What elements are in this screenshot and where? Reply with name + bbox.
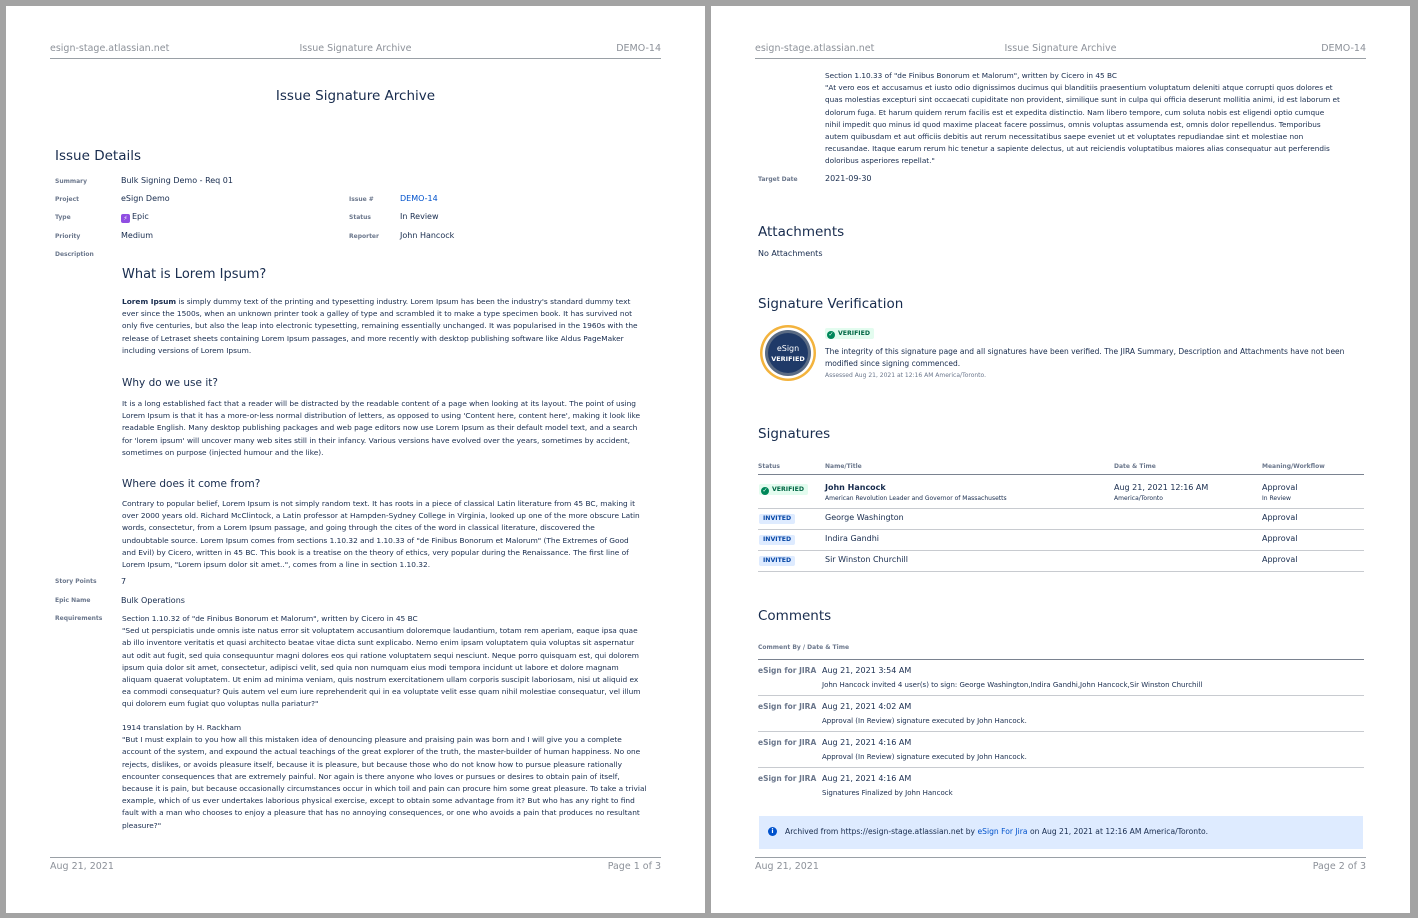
header-site: esign-stage.atlassian.net	[50, 43, 170, 54]
comment-date: Aug 21, 2021 3:54 AM	[822, 666, 912, 675]
footer-page-number: Page 1 of 3	[607, 861, 661, 872]
signature-status-badge: INVITED	[759, 556, 795, 566]
row-divider	[758, 731, 1364, 732]
page-header	[50, 43, 661, 59]
issue-link[interactable]: DEMO-14	[400, 194, 438, 203]
field-label-summary: Summary	[55, 178, 88, 185]
text-line: ipsum quia dolor sit amet, consectetur, adipisci velit, sed quia non numquam eius modi tempora incidunt ut labore et dolore magnam	[122, 662, 619, 672]
requirements-block-2	[122, 722, 662, 832]
comments-header-divider	[758, 659, 1364, 660]
signature-meaning: Approval	[1262, 534, 1298, 543]
text-line: 1914 translation by H. Rackham	[122, 723, 242, 732]
field-value-project: eSign Demo	[121, 194, 170, 203]
text-line: It is a long established fact that a reader will be distracted by the readable content of a page when looking at its layout. The point of using	[122, 399, 636, 408]
field-label-reporter: Reporter	[349, 233, 379, 240]
signature-status-badge: INVITED	[759, 535, 795, 545]
text-line: sometimes on purpose (injected humour and the like).	[122, 447, 324, 457]
esign-verified-seal-icon	[759, 324, 817, 382]
field-value-target-date: 2021-09-30	[825, 174, 872, 183]
page-footer	[50, 857, 661, 872]
signature-meaning: Approval	[1262, 513, 1298, 522]
text-line: "Sed ut perspiciatis unde omnis iste natus error sit voluptatem accusantium doloremque laudantium, totam rem aperiam, eaque ipsa quae	[122, 626, 638, 636]
page-header	[755, 43, 1366, 59]
description-paragraph-2	[122, 398, 662, 459]
document-page-2	[711, 6, 1410, 913]
text-line: ea commodi consequatur? Quis autem vel eum iure reprehenderit qui in ea voluptate velit esse quam nihil molestiae consequatur, vel illum	[122, 687, 641, 697]
row-divider	[758, 550, 1364, 551]
comment-date: Aug 21, 2021 4:16 AM	[822, 738, 912, 747]
signature-date: Aug 21, 2021 12:16 AM	[1114, 483, 1209, 492]
signature-status-badge: INVITED	[759, 514, 795, 524]
text-line: including versions of Lorem Ipsum.	[122, 345, 252, 355]
row-divider	[758, 695, 1364, 696]
text-line: recusandae. Itaque earum rerum hic tenetur a sapiente delectus, ut aut reiciendis voluptatibus maiores alias consequatur aut perferendis	[825, 144, 1330, 154]
text-line: aut odit aut fugit, sed quia consequuntur magni dolores eos qui ratione voluptatem sequi nesciunt. Neque porro quisquam est, qui dolorem	[122, 650, 639, 660]
header-issue-key: DEMO-14	[616, 43, 661, 54]
text-line: nihil impedit quo minus id quod maxime placeat facere possimus, omnis voluptas assumenda est, omnis dolor repellendus. Temporibus	[825, 119, 1321, 129]
field-label-story-points: Story Points	[55, 578, 97, 585]
field-label-project: Project	[55, 196, 80, 203]
section-title-attachments: Attachments	[758, 224, 845, 240]
col-header-status: Status	[758, 463, 780, 470]
text-line: doloribus asperiores repellat."	[825, 156, 935, 166]
section-title-signatures: Signatures	[758, 426, 831, 442]
text-line: "At vero eos et accusamus et iusto odio dignissimos ducimus qui blanditiis praesentium voluptatum deleniti atque corrupti quos dolores et	[825, 83, 1333, 93]
seal-text-verified: VERIFIED	[771, 355, 805, 363]
badge-text: VERIFIED	[838, 330, 870, 337]
text-line: Lorem Ipsum, "Lorem ipsum dolor sit amet..", comes from a line in section 1.10.32.	[122, 560, 431, 570]
section-title-signature-verification: Signature Verification	[758, 296, 904, 312]
text-line: over 2000 years old. Richard McClintock, a Latin professor at Hampden-Sydney College in Virginia, looked up one of the more obscure Latin	[122, 511, 640, 521]
signature-workflow: In Review	[1262, 495, 1291, 502]
verification-status-badge	[825, 328, 874, 339]
text-line: dolorum fuga. Et harum quidem rerum facilis est et expedita distinctio. Nam libero tempore, cum soluta nobis est eligendi optio cumque	[825, 107, 1325, 117]
attachments-empty-text: No Attachments	[758, 249, 823, 258]
text-line: Section 1.10.32 of "de Finibus Bonorum et Malorum", written by Cicero in 45 BC	[122, 614, 418, 623]
header-issue-key: DEMO-14	[1321, 43, 1366, 54]
page-footer	[755, 857, 1366, 872]
document-title: Issue Signature Archive	[275, 88, 436, 104]
field-value-status: In Review	[400, 212, 439, 221]
description-paragraph-3	[122, 498, 662, 571]
epic-icon: ⚡	[121, 214, 130, 223]
field-label-priority: Priority	[55, 233, 81, 240]
bold-term: Lorem Ipsum	[122, 297, 177, 306]
signature-status-badge	[759, 484, 808, 495]
text-line: aliquam quaerat voluptatem. Ut enim ad minima veniam, quis nostrum exercitationem ullam corporis suscipit laboriosam, nisi ut aliquid ex	[122, 675, 639, 685]
text-line: ab illo inventore veritatis et quasi architecto beatae vitae dicta sunt explicabo. Nemo enim ipsam voluptatem quia voluptas sit aspernatur	[122, 638, 635, 648]
row-divider	[758, 529, 1364, 530]
text-line: fault with a man who chooses to enjoy a pleasure that has no annoying consequences, or one who avoids a pain that produces no resultant	[122, 808, 640, 818]
archive-info-banner	[759, 816, 1363, 849]
field-value-type	[121, 212, 149, 223]
field-label-requirements: Requirements	[55, 615, 103, 622]
field-label-type: Type	[55, 214, 71, 221]
field-value-summary: Bulk Signing Demo - Req 01	[121, 176, 233, 185]
header-site: esign-stage.atlassian.net	[755, 43, 875, 54]
badge-text: VERIFIED	[772, 486, 804, 493]
text-line: rejects, dislikes, or avoids pleasure itself, because it is pleasure, but because those who do not know how to pursue pleasure rationally	[122, 759, 623, 769]
comment-author: eSign for JIRA	[758, 666, 817, 675]
verification-assessed-time: Assessed Aug 21, 2021 at 12:16 AM America/Toronto.	[825, 372, 987, 379]
text-line: is simply dummy text of the printing and typesetting industry. Lorem Ipsum has been the industry's standard dummy text	[176, 297, 631, 306]
field-label-description: Description	[55, 251, 94, 258]
requirements-continued	[825, 70, 1370, 168]
section-title-comments: Comments	[758, 608, 832, 624]
signer-name: John Hancock	[825, 483, 886, 492]
field-label-status: Status	[349, 214, 371, 221]
footer-page-number: Page 2 of 3	[1312, 861, 1366, 872]
text-line: autem quibusdam et aut officiis debitis aut rerum necessitatibus saepe eveniet ut et voluptates repudiandae sint et molestiae non	[825, 132, 1304, 142]
section-title-issue-details: Issue Details	[55, 148, 142, 164]
col-header-date: Date & Time	[1114, 463, 1156, 470]
comment-author: eSign for JIRA	[758, 738, 817, 747]
type-text: Epic	[132, 212, 149, 221]
comment-date: Aug 21, 2021 4:16 AM	[822, 774, 912, 783]
signature-meaning: Approval	[1262, 555, 1298, 564]
info-icon: i	[768, 827, 777, 836]
text-line: words, consectetur, from a Lorem Ipsum passage, and going through the cites of the word in classical literature, discovered the	[122, 523, 595, 533]
verification-message	[825, 346, 1370, 369]
text-line: The integrity of this signature page and all signatures have been verified. The JIRA Summary, Description and Attachments have not been	[825, 347, 1345, 356]
text-line: account of the system, and expound the actual teachings of the great explorer of the truth, the master-builder of human happiness. No one	[122, 747, 641, 757]
requirements-block-1	[122, 613, 662, 711]
comment-text: Approval (In Review) signature executed by John Hancock.	[822, 717, 1027, 725]
description-paragraph-1	[122, 296, 662, 357]
field-label-target-date: Target Date	[758, 176, 798, 183]
field-label-issue: Issue #	[349, 196, 374, 203]
text-line: ever since the 1500s, when an unknown printer took a galley of type and scrambled it to make a type specimen book. It has survived not	[122, 309, 633, 319]
text-line: pleasure?"	[122, 820, 162, 830]
header-title: Issue Signature Archive	[299, 43, 412, 54]
signature-meaning: Approval	[1262, 483, 1298, 492]
comment-date: Aug 21, 2021 4:02 AM	[822, 702, 912, 711]
signature-timezone: America/Toronto	[1114, 495, 1163, 502]
row-divider	[758, 508, 1364, 509]
signer-name: George Washington	[825, 513, 904, 522]
text-line: Section 1.10.33 of "de Finibus Bonorum et Malorum", written by Cicero in 45 BC	[825, 71, 1117, 80]
field-value-priority: Medium	[121, 231, 153, 240]
comment-text: Signatures Finalized by John Hancock	[822, 789, 953, 797]
text-line: release of Letraset sheets containing Lorem Ipsum passages, and more recently with desktop publishing software like Aldus PageMaker	[122, 333, 624, 343]
text-line: because it is pain, but because occasionally circumstances occur in which toil and pain can procure him some great pleasure. To take a trivial	[122, 784, 647, 794]
text-line: for 'lorem ipsum' will uncover many web sites still in their infancy. Various versions have evolved over the years, sometimes by accident,	[122, 435, 630, 445]
text-line: example, which of us ever undertakes laborious physical exercise, except to obtain some advantage from it? But who has any right to find	[122, 796, 635, 806]
row-divider	[758, 571, 1364, 572]
description-heading-2: Why do we use it?	[122, 377, 218, 389]
signer-name: Sir Winston Churchill	[825, 555, 908, 564]
field-label-epic-name: Epic Name	[55, 597, 91, 604]
col-header-name: Name/Title	[825, 463, 862, 470]
check-circle-icon: ✓	[828, 331, 834, 338]
footer-date: Aug 21, 2021	[50, 861, 114, 872]
text-line: quas molestias excepturi sint occaecati cupiditate non provident, similique sunt in culpa qui officia deserunt mollitia animi, id est laborum et	[825, 95, 1340, 105]
text-line: and Evil) by Cicero, written in 45 BC. This book is a treatise on the theory of ethics, very popular during the Renaissance. The first line of	[122, 547, 629, 557]
seal-text-esign: eSign	[776, 344, 800, 353]
archive-note-suffix: on Aug 21, 2021 at 12:16 AM America/Toronto.	[1027, 827, 1208, 836]
description-heading-3: Where does it come from?	[122, 478, 261, 490]
text-line: modified since signing commenced.	[825, 358, 961, 368]
text-line: undoubtable source. Lorem Ipsum comes from sections 1.10.32 and 1.10.33 of "de Finibus Bonorum et Malorum" (The Extremes of Good	[122, 535, 629, 545]
table-header-divider	[758, 474, 1364, 475]
comment-text: John Hancock invited 4 user(s) to sign: George Washington,Indira Gandhi,John Hancock,Sir Winston Churchill	[822, 681, 1203, 689]
text-line: encounter consequences that are extremely painful. Nor again is there anyone who loves or pursues or desires to obtain pain of itself,	[122, 771, 620, 781]
text-line: "But I must explain to you how all this mistaken idea of denouncing pleasure and praising pain was born and I will give you a complete	[122, 735, 622, 745]
document-page-1	[6, 6, 705, 913]
signer-name: Indira Gandhi	[825, 534, 880, 543]
esign-for-jira-link[interactable]: eSign For Jira	[977, 827, 1028, 836]
field-value-story-points: 7	[121, 577, 127, 586]
text-line: Lorem Ipsum is that it has a more-or-less normal distribution of letters, as opposed to using 'Content here, content here', making it look like	[122, 411, 641, 421]
col-header-meaning: Meaning/Workflow	[1262, 463, 1325, 470]
header-title: Issue Signature Archive	[1004, 43, 1117, 54]
check-circle-icon: ✓	[762, 487, 768, 494]
archive-note-prefix: Archived from https://esign-stage.atlassian.net by	[785, 827, 978, 836]
comment-author: eSign for JIRA	[758, 702, 817, 711]
description-heading-1: What is Lorem Ipsum?	[122, 267, 267, 282]
comment-text: Approval (In Review) signature executed by John Hancock.	[822, 753, 1027, 761]
text-line: only five centuries, but also the leap into electronic typesetting, remaining essentially unchanged. It was popularised in the 1960s with the	[122, 321, 638, 331]
text-line: qui dolorem eum fugiat quo voluptas nulla pariatur?"	[122, 699, 319, 709]
field-value-reporter: John Hancock	[400, 231, 455, 240]
text-line: readable English. Many desktop publishing packages and web page editors now use Lorem Ipsum as their default model text, and a search	[122, 423, 638, 433]
signer-title: American Revolution Leader and Governor of Massachusetts	[825, 495, 1007, 502]
field-value-epic-name: Bulk Operations	[121, 596, 185, 605]
col-header-comment-by: Comment By / Date & Time	[758, 644, 850, 651]
comment-author: eSign for JIRA	[758, 774, 817, 783]
footer-date: Aug 21, 2021	[755, 861, 819, 872]
text-line: Contrary to popular belief, Lorem Ipsum is not simply random text. It has roots in a piece of classical Latin literature from 45 BC, making it	[122, 499, 636, 508]
row-divider	[758, 767, 1364, 768]
